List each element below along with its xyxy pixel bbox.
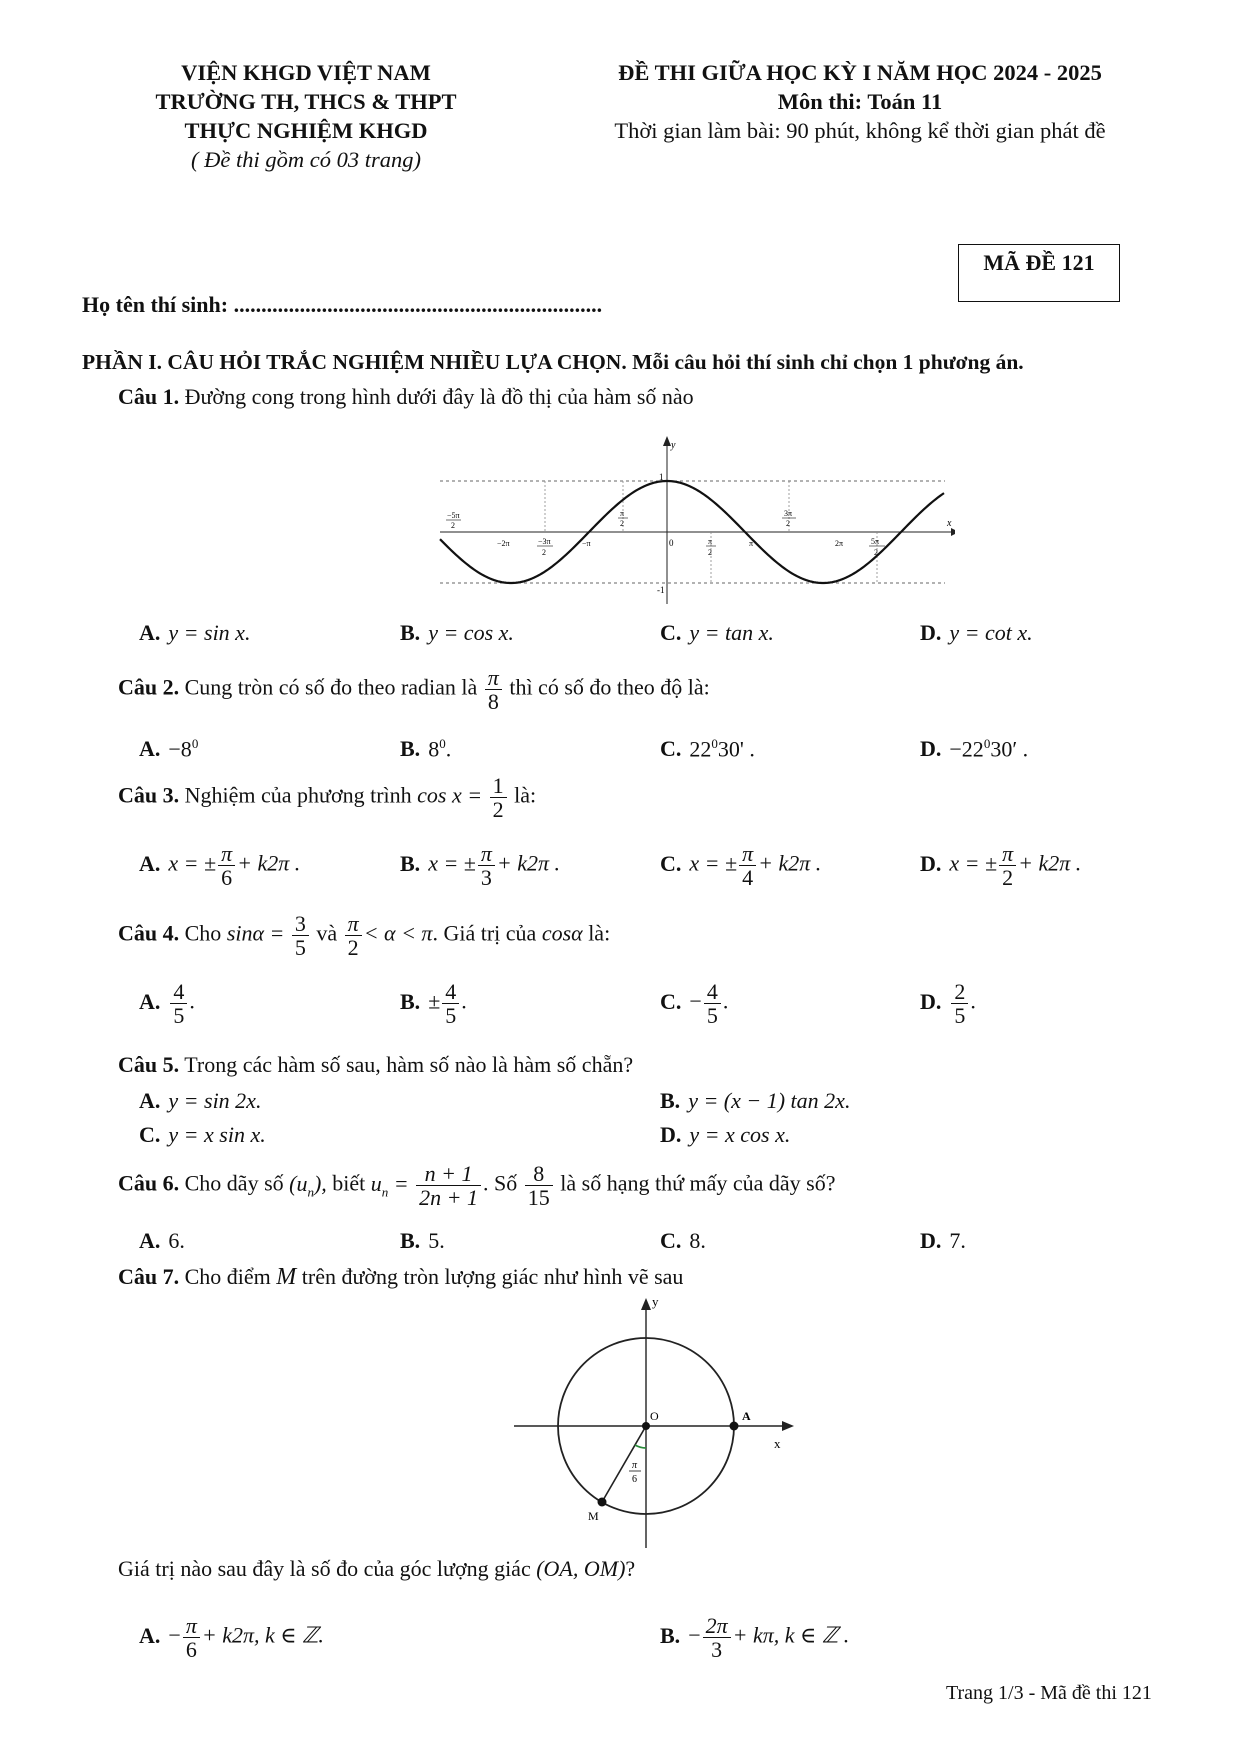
question-label: Câu 4.: [118, 920, 180, 946]
tick-neg3pi2-den: 2: [542, 548, 546, 557]
unit-circle-figure: [508, 1296, 794, 1550]
tick-3pi2-den: 2: [786, 519, 790, 528]
q3-option-d[interactable]: D. x = ± $\frac{\pi}{2}$ + k2π .: [920, 841, 1082, 891]
text-before: Cho điểm: [184, 1264, 271, 1289]
point-o: [642, 1422, 650, 1430]
tick-neg5pi2-den: 2: [451, 521, 455, 530]
page-footer: Trang 1/3 - Mã đề thi 121: [946, 1682, 1152, 1704]
school-name-2: THỰC NGHIỆM KHGD: [184, 118, 428, 143]
x-axis-arrow: [951, 528, 955, 536]
question-7: [118, 1264, 683, 1291]
text-cho: Cho: [184, 920, 222, 946]
tick-3pi2: 3π: [784, 509, 793, 518]
prompt-end: ?: [625, 1556, 636, 1581]
tick-neg3pi2: −3π: [538, 537, 551, 546]
question-7-prompt: [118, 1556, 635, 1582]
q1-option-a[interactable]: A. y = sin x.: [139, 620, 251, 645]
fraction: $\frac{1}{2}$: [490, 774, 507, 821]
q6-option-c[interactable]: C. 8.: [660, 1228, 706, 1253]
equation: cos x =: [417, 782, 483, 808]
x-label: x: [774, 1436, 781, 1451]
q5-option-d[interactable]: D. y = x cos x.: [660, 1122, 791, 1147]
question-5: [118, 1052, 633, 1078]
q2-option-d[interactable]: D. $-22^030'$ .: [920, 736, 1029, 762]
cosine-graph: [435, 436, 955, 604]
question-4: [118, 912, 610, 959]
un-expr: $u_n$ =: [370, 1170, 409, 1200]
tick-pi2-top-den: 2: [620, 519, 624, 528]
fraction: $\frac{\pi}{8}$: [485, 666, 502, 713]
text-after: là số hạng thứ mấy của dãy số?: [560, 1170, 836, 1196]
q2-option-c[interactable]: C. $22^030'$ .: [660, 736, 755, 762]
prompt-text: Giá trị nào sau đây là số đo của góc lượng giác: [118, 1556, 531, 1581]
institute-name: VIỆN KHGD VIỆT NAM: [181, 60, 431, 85]
tick-5pi2-den: 2: [874, 548, 878, 557]
question-1: [118, 384, 694, 410]
point-m: [598, 1498, 607, 1507]
tick-zero: 0: [669, 538, 674, 548]
q6-option-a[interactable]: A. 6.: [139, 1228, 185, 1253]
angle-num: π: [632, 1460, 638, 1471]
question-text-before: Nghiệm của phương trình: [184, 782, 412, 808]
angle-expr: (OA, OM): [536, 1556, 626, 1581]
o-label: O: [650, 1409, 659, 1423]
q7-option-a[interactable]: A. − $\frac{\pi}{6}$ + k2π, k ∈ ℤ.: [139, 1613, 324, 1663]
tick-5pi2: 5π: [871, 537, 880, 546]
angle-arc: [635, 1445, 646, 1448]
tick-neg5pi2: −5π: [447, 511, 460, 520]
ineq-fraction: $\frac{\pi}{2}$: [345, 912, 362, 959]
angle-den: 6: [632, 1474, 637, 1485]
a-label: A: [742, 1409, 751, 1423]
question-3: [118, 774, 536, 821]
student-name-blank: ...................................................................: [233, 292, 603, 317]
q1-option-c[interactable]: C. y = tan x.: [660, 620, 774, 645]
tick-minus-one: -1: [657, 585, 665, 595]
page-count-note: ( Đề thi gồm có 03 trang): [191, 147, 421, 172]
text-after: trên đường tròn lượng giác như hình vẽ sau: [301, 1264, 684, 1289]
text-so: . Số: [483, 1170, 518, 1196]
m-label: M: [588, 1509, 599, 1523]
text-end: là:: [588, 920, 611, 946]
text-cho: Cho dãy số: [184, 1170, 284, 1196]
q2-option-a[interactable]: A. $-8^0$: [139, 736, 199, 762]
question-text-after: là:: [514, 782, 537, 808]
question-label: Câu 7.: [118, 1264, 180, 1289]
y-label: y: [652, 1296, 659, 1309]
exam-duration: Thời gian làm bài: 90 phút, không kể thời gian phát đề: [614, 118, 1106, 143]
y-axis-arrow: [663, 436, 671, 446]
header-right: [560, 58, 1160, 145]
q5-option-c[interactable]: C. y = x sin x.: [139, 1122, 266, 1147]
sin-fraction: $\frac{3}{5}$: [292, 912, 309, 959]
x-axis-arrow: [782, 1421, 794, 1431]
x-label: x: [947, 518, 952, 529]
question-text-before: Cung tròn có số đo theo radian là: [184, 674, 478, 700]
un-fraction: $\frac{n + 1}{2n + 1}$: [416, 1162, 481, 1209]
tick-pi2-top: π: [620, 509, 625, 518]
question-label: Câu 6.: [118, 1170, 180, 1196]
so-fraction: $\frac{8}{15}$: [525, 1162, 553, 1209]
part1-title: PHẦN I. CÂU HỎI TRẮC NGHIỆM NHIỀU LỰA CHỌN. Mỗi câu hỏi thí sinh chỉ chọn 1 phương án.: [82, 350, 1024, 374]
exam-title: ĐỀ THI GIỮA HỌC KỲ I NĂM HỌC 2024 - 2025: [618, 60, 1102, 85]
tick-one: 1: [659, 472, 664, 482]
q1-option-d[interactable]: D. y = cot x.: [920, 620, 1033, 645]
ineq: < α < π: [363, 920, 433, 946]
question-text: Trong các hàm số sau, hàm số nào là hàm số chẵn?: [184, 1052, 634, 1077]
q4-option-b[interactable]: B. ± $\frac{4}{5}$ .: [400, 979, 467, 1029]
q5-option-b[interactable]: B. y = (x − 1) tan 2x.: [660, 1088, 851, 1113]
y-axis-arrow: [641, 1298, 651, 1310]
question-label: Câu 3.: [118, 782, 180, 808]
tick-pi: π: [749, 539, 754, 548]
q4-option-d[interactable]: D. $\frac{2}{5}$ .: [920, 979, 976, 1029]
q3-option-a[interactable]: A. x = ± $\frac{\pi}{6}$ + k2π .: [139, 841, 301, 891]
tick-pi2: π: [708, 537, 713, 546]
sequence: $(u_n)$,: [289, 1170, 327, 1200]
q6-option-b[interactable]: B. 5.: [400, 1228, 445, 1253]
exam-code-box: MÃ ĐỀ 121: [958, 244, 1120, 302]
tick-neg2pi: −2π: [497, 539, 510, 548]
cos-expr: cosα: [541, 920, 583, 946]
tick-2pi: 2π: [835, 539, 844, 548]
student-name-label: Họ tên thí sinh:: [82, 292, 229, 317]
text-va: và: [316, 920, 338, 946]
sin-expr: sinα =: [226, 920, 285, 946]
y-label: y: [671, 440, 676, 451]
q7-option-b[interactable]: B. − $\frac{2\pi}{3}$ + kπ, k ∈ ℤ .: [660, 1613, 850, 1663]
question-text-after: thì có số đo theo độ là:: [509, 674, 710, 700]
student-name-line: [82, 292, 602, 318]
text-after: . Giá trị của: [432, 920, 537, 946]
q5-option-a[interactable]: A. y = sin 2x.: [139, 1088, 262, 1113]
tick-neg-pi: −π: [582, 539, 591, 548]
q2-option-b[interactable]: B. $8^0$.: [400, 736, 452, 762]
point-a: [730, 1422, 739, 1431]
q3-option-b[interactable]: B. x = ± $\frac{\pi}{3}$ + k2π .: [400, 841, 561, 891]
q6-option-d[interactable]: D. 7.: [920, 1228, 966, 1253]
question-label: Câu 1.: [118, 384, 180, 409]
radius-om: [602, 1426, 646, 1502]
exam-subject: Môn thi: Toán 11: [777, 89, 943, 114]
q1-option-b[interactable]: B. y = cos x.: [400, 620, 514, 645]
text-biet: biết: [332, 1170, 366, 1196]
question-text: Đường cong trong hình dưới đây là đồ thị của hàm số nào: [184, 384, 694, 409]
question-6: [118, 1162, 836, 1209]
question-label: Câu 5.: [118, 1052, 180, 1077]
tick-pi2-den: 2: [708, 548, 712, 557]
school-name: TRƯỜNG TH, THCS & THPT: [155, 89, 457, 114]
point-m: M: [276, 1264, 297, 1290]
question-label: Câu 2.: [118, 674, 180, 700]
q4-option-a[interactable]: A. $\frac{4}{5}$ .: [139, 979, 195, 1029]
header-left: [108, 58, 504, 174]
question-2: [118, 666, 710, 713]
q3-option-c[interactable]: C. x = ± $\frac{\pi}{4}$ + k2π .: [660, 841, 822, 891]
q4-option-c[interactable]: C. − $\frac{4}{5}$ .: [660, 979, 729, 1029]
